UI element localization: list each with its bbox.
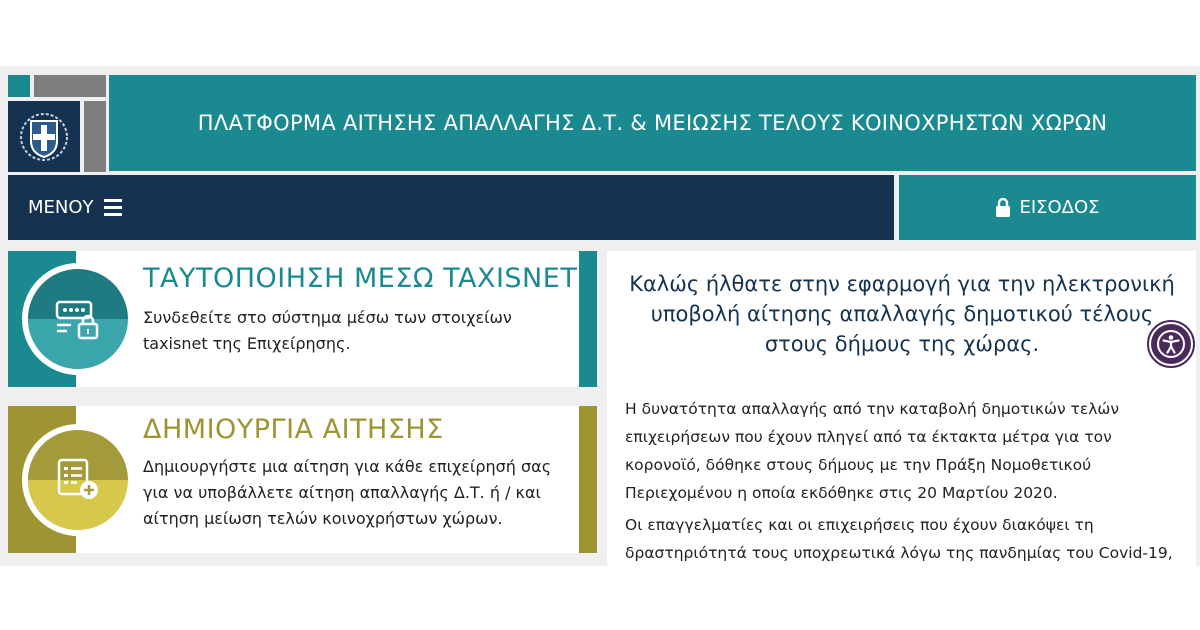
create-application-card[interactable] — [8, 406, 597, 553]
intro-paragraph: Η δυνατότητα απαλλαγής από την καταβολή δημοτικών τελών επιχειρήσεων που έχουν πληγεί από τα έκτακτα μέτρα για τον κορονοϊό, δόθηκε στους δήμους με την Πράξη Νομοθετικού Περιεχομένου η οποία εκδόθηκε στις 20 Μαρτίου 2020. — [625, 400, 1120, 502]
card-accent-right — [579, 406, 597, 553]
card-accent-right — [579, 251, 597, 387]
main-nav — [8, 175, 894, 240]
card-icon-circle — [22, 263, 134, 375]
card-icon-circle — [22, 424, 134, 536]
accessibility-icon — [1156, 329, 1186, 359]
info-paragraph: Οι επαγγελματίες και οι επιχειρήσεις που έχουν διακόψει τη δραστηριότητά τους υποχρεωτικά λόγω της πανδημίας του Covid-19, — [625, 516, 1173, 562]
card-title: ΤΑΥΤΟΠΟΙΗΣΗ ΜΕΣΩ TAXISNET — [143, 263, 578, 294]
site-logo[interactable] — [8, 75, 106, 172]
accessibility-button[interactable] — [1147, 320, 1195, 368]
site-header — [109, 75, 1196, 171]
login-label: ΕΙΣΟΔΟΣ — [1019, 197, 1100, 218]
welcome-panel — [607, 251, 1196, 566]
logo-bar-right — [84, 101, 106, 172]
menu-button[interactable] — [28, 197, 122, 218]
greek-emblem-icon — [8, 101, 80, 172]
lock-icon — [995, 198, 1011, 218]
welcome-title: Καλώς ήλθατε στην εφαρμογή για την ηλεκτρονική υποβολή αίτησης απαλλαγής δημοτικού τέλους στους δήμους της χώρας. — [629, 272, 1175, 356]
logo-bar-top — [34, 75, 106, 97]
menu-label: ΜΕΝΟΥ — [28, 197, 94, 218]
password-lock-icon — [55, 298, 101, 340]
hamburger-icon — [104, 199, 122, 216]
site-title: ΠΛΑΤΦΟΡΜΑ ΑΙΤΗΣΗΣ ΑΠΑΛΛΑΓΗΣ Δ.Τ. & ΜΕΙΩΣΗΣ ΤΕΛΟΥΣ ΚΟΙΝΟΧΡΗΣΤΩΝ ΧΩΡΩΝ — [197, 111, 1108, 135]
card-text: Δημιουργήστε μια αίτηση για κάθε επιχείρησή σας για να υποβάλλετε αίτηση απαλλαγής Δ.Τ. ή / και αίτηση μείωση τελών κοινοχρήστων χώρων. — [143, 457, 552, 528]
card-title: ΔΗΜΙΟΥΡΓΙΑ ΑΙΤΗΣΗΣ — [143, 414, 444, 445]
logo-square — [8, 75, 30, 97]
add-document-icon — [55, 458, 101, 502]
card-text: Συνδεθείτε στο σύστημα μέσω των στοιχείων taxisnet της Επιχείρησης. — [143, 308, 512, 353]
login-button[interactable] — [899, 175, 1196, 240]
taxisnet-login-card[interactable] — [8, 251, 597, 387]
